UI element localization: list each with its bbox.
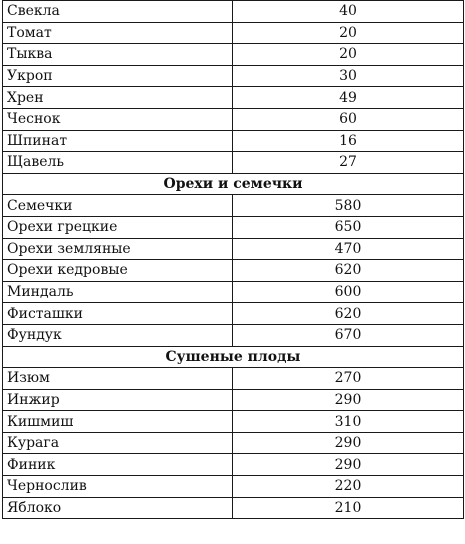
product-value-cell: 20 xyxy=(233,22,464,44)
table-row xyxy=(3,454,464,476)
table-row xyxy=(3,22,464,44)
product-name-cell: Семечки xyxy=(3,195,233,217)
product-value-cell: 290 xyxy=(233,454,464,476)
table-row xyxy=(3,216,464,238)
product-name-cell: Инжир xyxy=(3,389,233,411)
table-row xyxy=(3,303,464,325)
table-row xyxy=(3,411,464,433)
product-value-cell: 210 xyxy=(233,497,464,519)
table-row xyxy=(3,65,464,87)
table-body xyxy=(3,1,464,519)
product-name-cell: Шпинат xyxy=(3,130,233,152)
product-value-cell: 580 xyxy=(233,195,464,217)
table-row xyxy=(3,476,464,498)
product-value-cell: 60 xyxy=(233,108,464,130)
table-row xyxy=(3,1,464,23)
product-value-cell: 16 xyxy=(233,130,464,152)
table-row xyxy=(3,238,464,260)
product-name-cell: Чеснок xyxy=(3,108,233,130)
product-name-cell: Тыква xyxy=(3,44,233,66)
product-value-cell: 620 xyxy=(233,260,464,282)
table-row xyxy=(3,195,464,217)
table-row xyxy=(3,281,464,303)
product-name-cell: Орехи земляные xyxy=(3,238,233,260)
table-row xyxy=(3,497,464,519)
table-row xyxy=(3,44,464,66)
product-name-cell: Изюм xyxy=(3,368,233,390)
product-name-cell: Хрен xyxy=(3,87,233,109)
product-value-cell: 49 xyxy=(233,87,464,109)
product-value-cell: 27 xyxy=(233,152,464,174)
product-value-cell: 290 xyxy=(233,432,464,454)
product-value-cell: 290 xyxy=(233,389,464,411)
section-title: Сушеные плоды xyxy=(3,346,464,368)
product-name-cell: Фисташки xyxy=(3,303,233,325)
product-name-cell: Томат xyxy=(3,22,233,44)
table-row xyxy=(3,108,464,130)
product-name-cell: Свекла xyxy=(3,1,233,23)
section-title: Орехи и семечки xyxy=(3,173,464,195)
table-row xyxy=(3,130,464,152)
product-name-cell: Миндаль xyxy=(3,281,233,303)
table-row xyxy=(3,152,464,174)
product-value-cell: 620 xyxy=(233,303,464,325)
product-value-cell: 670 xyxy=(233,324,464,346)
product-value-cell: 310 xyxy=(233,411,464,433)
product-value-cell: 470 xyxy=(233,238,464,260)
product-name-cell: Финик xyxy=(3,454,233,476)
product-value-cell: 220 xyxy=(233,476,464,498)
product-value-table xyxy=(2,0,464,519)
product-name-cell: Укроп xyxy=(3,65,233,87)
product-name-cell: Орехи кедровые xyxy=(3,260,233,282)
product-name-cell: Орехи грецкие xyxy=(3,216,233,238)
product-name-cell: Кишмиш xyxy=(3,411,233,433)
product-value-cell: 20 xyxy=(233,44,464,66)
table-row xyxy=(3,87,464,109)
table-row xyxy=(3,324,464,346)
product-name-cell: Чернослив xyxy=(3,476,233,498)
table-row xyxy=(3,260,464,282)
product-name-cell: Курага xyxy=(3,432,233,454)
product-name-cell: Яблоко xyxy=(3,497,233,519)
product-value-cell: 40 xyxy=(233,1,464,23)
product-name-cell: Щавель xyxy=(3,152,233,174)
product-value-cell: 270 xyxy=(233,368,464,390)
section-header-row xyxy=(3,173,464,195)
product-value-cell: 30 xyxy=(233,65,464,87)
product-value-cell: 600 xyxy=(233,281,464,303)
table-row xyxy=(3,432,464,454)
table-row xyxy=(3,389,464,411)
table-row xyxy=(3,368,464,390)
product-value-cell: 650 xyxy=(233,216,464,238)
product-name-cell: Фундук xyxy=(3,324,233,346)
section-header-row xyxy=(3,346,464,368)
